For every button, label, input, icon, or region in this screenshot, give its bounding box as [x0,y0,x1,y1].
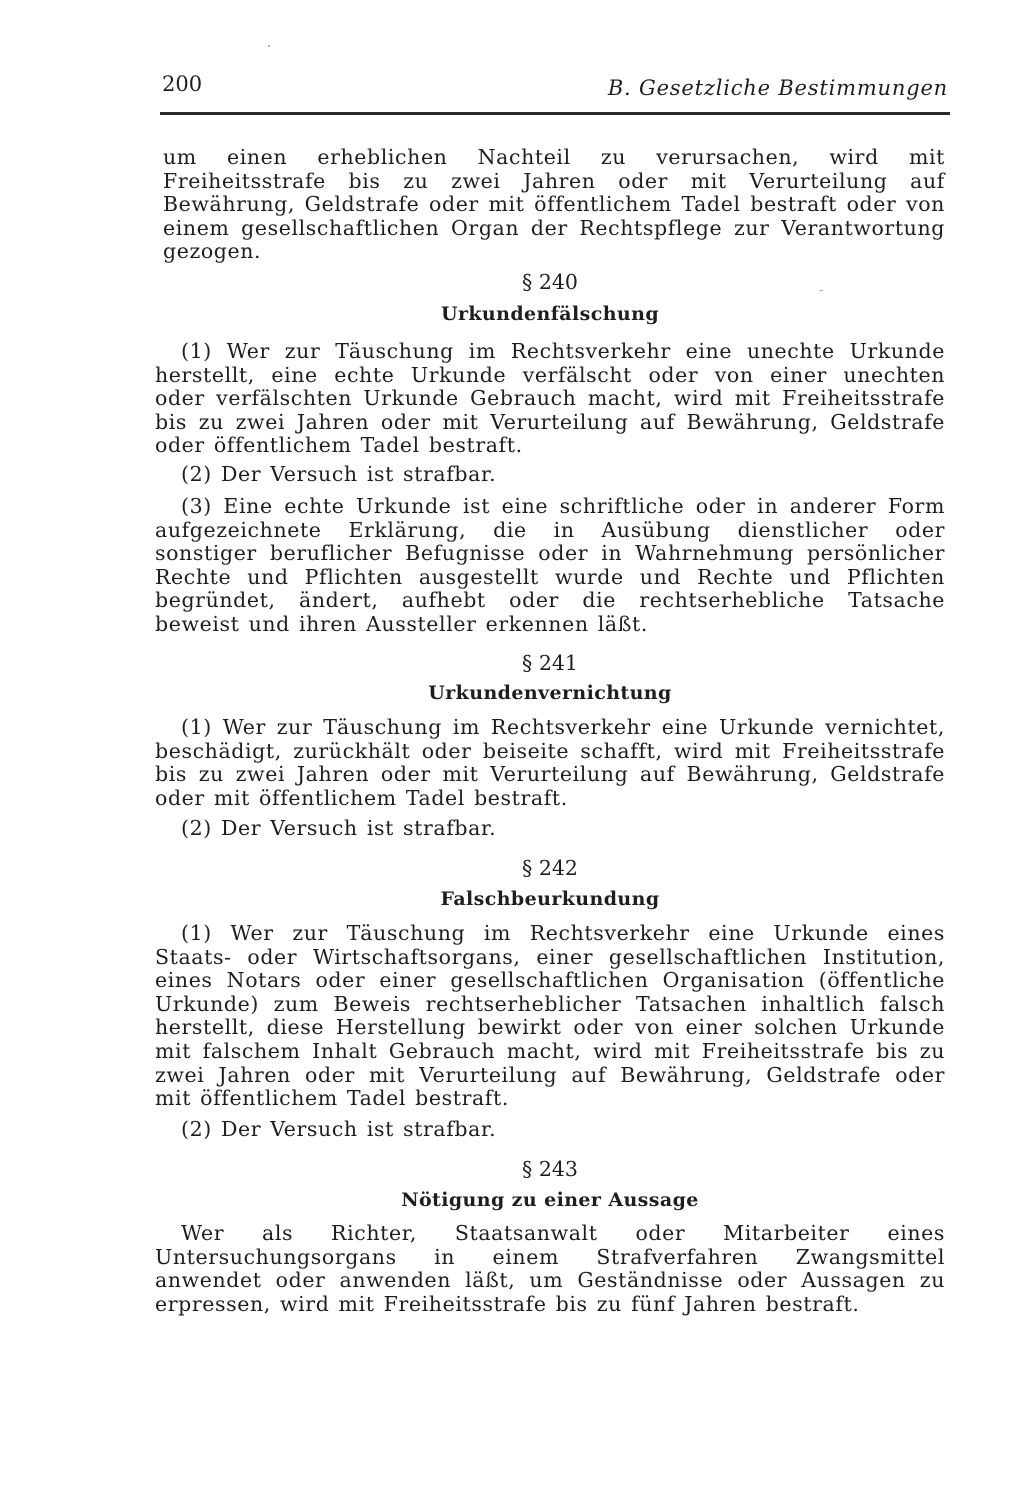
intro-paragraph: um einen erheblichen Nachteil zu verursachen, wird mit Freiheitsstrafe bis zu zwei Jahren oder mit Verurteilung auf Bewährung, Geldstrafe oder mit öffentlichem Tadel bestraft oder von einem gesellschaftlichen Organ der Rechtspflege zur Verantwortung gezogen. [163,145,945,264]
paragraph-240-2: (2) Der Versuch ist strafbar. [181,462,497,486]
paragraph-241-2: (2) Der Versuch ist strafbar. [181,816,497,840]
paragraph-242-2: (2) Der Versuch ist strafbar. [181,1117,497,1141]
paragraph-240-3: (3) Eine echte Urkunde ist eine schriftliche oder in anderer Form aufgezeichnete Erklärung, die in Ausübung dienstlicher oder sonstiger beruflicher Befugnisse oder in Wahrnehmung persönlicher Rechte und Pflichten ausgestellt wurde und Rechte und Pflichten begründet, ändert, aufhebt oder die rechtserhebliche Tatsache beweist und ihren Aussteller erkennen läßt. [155,494,945,636]
section-number: § 241 [522,651,578,675]
page-header [160,70,950,115]
section-title: Falschbeurkundung [440,888,660,910]
paragraph-243: Wer als Richter, Staatsanwalt oder Mitarbeiter eines Untersuchungsorgans in einem Strafverfahren Zwangsmittel anwendet oder anwenden läßt, um Geständnisse oder Aussagen zu erpressen, wird mit Freiheitsstrafe bis zu fünf Jahren bestraft. [155,1221,945,1316]
section-title: Urkundenfälschung [440,303,660,325]
section-number: § 243 [522,1157,578,1181]
paragraph-242-1: (1) Wer zur Täuschung im Rechtsverkehr eine Urkunde eines Staats- oder Wirtschaftsorgans, einer gesellschaftlichen Institution, eines Notars oder einer gesellschaftlichen Organisation (öffentliche Urkunde) zum Beweis rechtserheblicher Tatsachen inhaltlich falsch herstellt, diese Herstellung bewirkt oder von einer solchen Urkunde mit falschem Inhalt Gebrauch macht, wird mit Freiheitsstrafe bis zu zwei Jahren oder mit Verurteilung auf Bewährung, Geldstrafe oder mit öffentlichem Tadel bestraft. [155,921,945,1111]
page-number: 200 [162,72,203,96]
section-title: Nötigung zu einer Aussage [401,1189,699,1211]
section-number: § 240 [522,270,578,294]
section-title: Urkundenvernichtung [428,682,672,704]
scan-speck [268,45,270,47]
paragraph-241-1: (1) Wer zur Täuschung im Rechtsverkehr eine Urkunde vernichtet, beschädigt, zurückhält oder beiseite schafft, wird mit Freiheitsstrafe bis zu zwei Jahren oder mit Verurteilung auf Bewährung, Geldstrafe oder mit öffentlichem Tadel bestraft. [155,715,945,810]
section-number: § 242 [522,856,578,880]
paragraph-240-1: (1) Wer zur Täuschung im Rechtsverkehr eine unechte Urkunde herstellt, eine echte Urkunde verfälscht oder von einer unechten oder verfälschten Urkunde Gebrauch macht, wird mit Freiheitsstrafe bis zu zwei Jahren oder mit Verurteilung auf Bewährung, Geldstrafe oder öffentlichem Tadel bestraft. [155,339,945,458]
running-head: B. Gesetzliche Bestimmungen [607,76,948,100]
